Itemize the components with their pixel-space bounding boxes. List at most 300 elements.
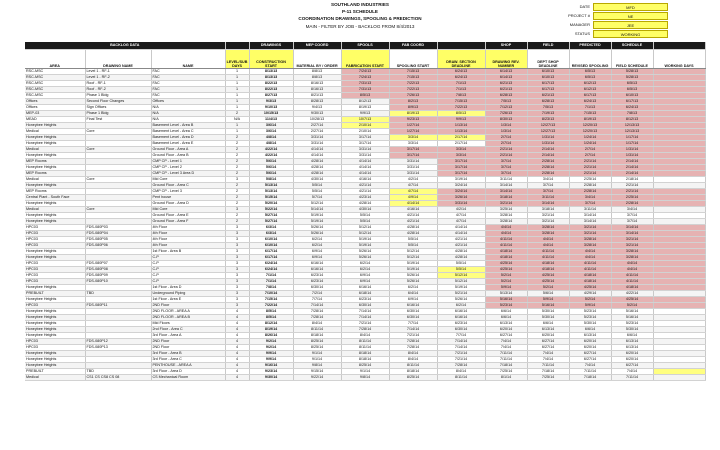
cell-dd: 6/16/14 — [437, 309, 485, 315]
cell-dwg: TBD — [85, 291, 151, 297]
cell-sd: 2/28/14 — [527, 165, 569, 171]
cell-area: MEAD — [25, 117, 85, 123]
cell-ss: 6/16/14 — [389, 303, 437, 309]
cell-fs: 9/8/14 — [341, 375, 389, 381]
cell-dd: 4/7/14 — [437, 219, 485, 225]
cell-fs: 7/14/14 — [341, 315, 389, 321]
cell-days: 3 — [225, 279, 249, 285]
cell-name: 1st Floor - Area D — [151, 285, 225, 291]
cell-mb: 6/30/14 — [293, 285, 341, 291]
cell-dr: 3/14/14 — [485, 183, 527, 189]
cell-fsch: 3/14/14 — [611, 231, 653, 237]
cell-fs: 5/5/14 — [341, 219, 389, 225]
cell-days: 3 — [225, 249, 249, 255]
cell-dwg: FDS-080P06 — [85, 243, 151, 249]
cell-cs: 6/10/14 — [249, 237, 293, 243]
cell-dr: 1/3/14 — [485, 123, 527, 129]
cell-cs: 8/19/14 — [249, 327, 293, 333]
cell-name: N/A — [151, 111, 225, 117]
cell-fs: 5/5/14 — [341, 213, 389, 219]
column-header[interactable]: REVISED SPOOLING — [569, 50, 611, 69]
cell-days: 2 — [225, 195, 249, 201]
cell-fsch: 3/7/14 — [611, 219, 653, 225]
cell-rs: 5/2/14 — [569, 297, 611, 303]
cell-name: PENTHOUSE - AREA A — [151, 363, 225, 369]
column-header[interactable]: WORKING DAYS — [653, 50, 705, 69]
meta-label: MANAGER — [569, 22, 590, 27]
cell-name: Ground Floor - Area F — [151, 219, 225, 225]
cell-fsch: 6/20/14 — [611, 351, 653, 357]
cell-fsch: 6/13/14 — [611, 339, 653, 345]
cell-days: 2 — [225, 147, 249, 153]
cell-dd: 6/16/14 — [437, 315, 485, 321]
cell-rs: 7/4/14 — [569, 363, 611, 369]
cell-area: Honeybee Heights — [25, 285, 85, 291]
cell-sd: 6/27/14 — [527, 345, 569, 351]
cell-dwg: FDS-080P09 — [85, 273, 151, 279]
cell-rs: 3/14/14 — [569, 219, 611, 225]
cell-fsch: 5/2/14 — [611, 303, 653, 309]
cell-fsch: 4/11/14 — [611, 273, 653, 279]
cell-mb: 5/5/14 — [293, 183, 341, 189]
cell-dr: 4/25/14 — [485, 267, 527, 273]
cell-fs: 3/31/14 — [341, 153, 389, 159]
cell-fs: 6/23/14 — [341, 297, 389, 303]
cell-cs: 7/10/14 — [249, 291, 293, 297]
cell-sd: 3/14/14 — [527, 201, 569, 207]
cell-ss: 6/4/14 — [389, 291, 437, 297]
cell-fs: 4/21/14 — [341, 189, 389, 195]
cell-area: Honeybee Heights — [25, 165, 85, 171]
cell-dr: 6/28/13 — [485, 93, 527, 99]
cell-days: 4 — [225, 351, 249, 357]
cell-sd: 8/23/13 — [527, 117, 569, 123]
column-header[interactable]: DRAWING NAME — [85, 50, 151, 69]
cell-name: Mid Core — [151, 177, 225, 183]
cell-area: Honeybee Heights — [25, 201, 85, 207]
cell-mb: 6/16/14 — [293, 261, 341, 267]
cell-dd: 2/17/14 — [437, 141, 485, 147]
group-header: BACKLOG DATA — [25, 42, 225, 50]
cell-ss: 6/30/14 — [389, 309, 437, 315]
cell-dr: 7/4/14 — [485, 339, 527, 345]
cell-dwg: Roof - RF-2 — [85, 87, 151, 93]
cell-name: 4th Floor — [151, 231, 225, 237]
cell-fs: 8/5/13 — [341, 93, 389, 99]
cell-mb: 3/31/14 — [293, 141, 341, 147]
cell-cs: 7/1/14 — [249, 273, 293, 279]
cell-ss: 7/15/13 — [389, 75, 437, 81]
cell-area: PREBUILT — [25, 291, 85, 297]
meta-row — [548, 30, 668, 38]
meta-value[interactable]: NE — [593, 12, 668, 20]
cell-name: 3rd Floor - Area A — [151, 333, 225, 339]
cell-dd: 5/12/14 — [437, 279, 485, 285]
cell-fs: 5/19/14 — [341, 237, 389, 243]
cell-name: FAC — [151, 81, 225, 87]
cell-ss: 4/7/14 — [389, 183, 437, 189]
cell-days: 1 — [225, 105, 249, 111]
cell-ss: 7/26/13 — [389, 93, 437, 99]
cell-name: 2ND FLOOR - AREA B — [151, 315, 225, 321]
cell-mb: 6/2/14 — [293, 237, 341, 243]
cell-dd: 4/14/14 — [437, 231, 485, 237]
cell-dr: 4/11/14 — [485, 237, 527, 243]
cell-fsch: 2/28/14 — [611, 201, 653, 207]
cell-dwg: Phase 1 Bldg — [85, 93, 151, 99]
cell-name: C-P — [151, 255, 225, 261]
cell-dr: 7/4/14 — [485, 345, 527, 351]
cell-days: 2 — [225, 111, 249, 117]
cell-sd: 12/27/13 — [527, 123, 569, 129]
cell-fs: 3/17/14 — [341, 135, 389, 141]
cell-mb: 2/27/14 — [293, 123, 341, 129]
cell-dd: 4/28/14 — [437, 249, 485, 255]
group-header — [653, 42, 705, 50]
cell-name: Mid Core — [151, 207, 225, 213]
cell-rs: 6/13/14 — [569, 333, 611, 339]
cell-cs: 9/3/13 — [249, 99, 293, 105]
cell-fs: 7/31/13 — [341, 81, 389, 87]
cell-sd: 4/18/14 — [527, 261, 569, 267]
cell-fs: 6/2/14 — [341, 261, 389, 267]
cell-dwg: FDS-080P07 — [85, 261, 151, 267]
cell-dr: 6/21/13 — [485, 81, 527, 87]
cell-fs: 8/12/13 — [341, 99, 389, 105]
cell-ss: 4/21/14 — [389, 219, 437, 225]
meta-value[interactable]: MFD — [593, 3, 668, 11]
report-subtitle: COORDINATION DRAWINGS, SPOOLING & PREDICTION — [298, 16, 422, 21]
cell-dd: 4/14/14 — [437, 225, 485, 231]
cell-area: Honeybee Heights — [25, 219, 85, 225]
cell-dr: 5/13/14 — [485, 291, 527, 297]
cell-cs: 8/13/13 — [249, 69, 293, 75]
cell-fs: 6/2/14 — [341, 267, 389, 273]
cell-dwg: FDS-080P08 — [85, 267, 151, 273]
cell-days: 1 — [225, 81, 249, 87]
cell-fsch: 5/16/14 — [611, 315, 653, 321]
cell-cs: 3/6/14 — [249, 123, 293, 129]
cell-ss: 3/3/14 — [389, 141, 437, 147]
cell-dwg: FDS-080P03 — [85, 225, 151, 231]
cell-dr: 7/5/13 — [485, 99, 527, 105]
cell-cs: 9/2/14 — [249, 345, 293, 351]
column-header[interactable]: DRAWING REV. NUMBER — [485, 50, 527, 69]
cell-sd: 5/2/14 — [527, 285, 569, 291]
cell-dr: 3/7/14 — [485, 171, 527, 177]
cell-ss: 7/21/14 — [389, 333, 437, 339]
column-header[interactable]: FABRICATION START — [341, 50, 389, 69]
column-header[interactable]: FIELD SCHEDULE — [611, 50, 653, 69]
cell-dd: 3/19/14 — [437, 177, 485, 183]
cell-fsch: 8/12/13 — [611, 117, 653, 123]
cell-days: 4 — [225, 375, 249, 381]
cell-rs: 4/4/14 — [569, 249, 611, 255]
cell-cs: 8/13/13 — [249, 75, 293, 81]
cell-rs: 12/20/13 — [569, 129, 611, 135]
cell-area: HPC03 — [25, 345, 85, 351]
cell-dd: 4/7/14 — [437, 213, 485, 219]
cell-dr: 7/11/14 — [485, 357, 527, 363]
cell-cs: 5/6/14 — [249, 171, 293, 177]
cell-dr: 6/6/14 — [485, 315, 527, 321]
cell-area: Honeybee Heights — [25, 255, 85, 261]
cell-sd: 5/16/14 — [527, 303, 569, 309]
cell-days: 1 — [225, 129, 249, 135]
cell-rs: 6/24/13 — [569, 99, 611, 105]
column-header[interactable]: DEPT SHOP DEADLINE — [527, 50, 569, 69]
cell-ss: 7/22/13 — [389, 87, 437, 93]
cell-mb: 9/22/14 — [293, 375, 341, 381]
cell-cs: 5/27/14 — [249, 213, 293, 219]
cell-mb: 8/25/14 — [293, 339, 341, 345]
cell-rs: 8/19/13 — [569, 117, 611, 123]
cell-ss: 8/19/13 — [389, 111, 437, 117]
cell-sd: 4/4/14 — [527, 237, 569, 243]
meta-row — [548, 12, 668, 20]
cell-fsch: 7/8/13 — [611, 111, 653, 117]
cell-sd: 4/25/14 — [527, 279, 569, 285]
meta-label: STATUS — [574, 31, 590, 36]
cell-rs: 7/11/14 — [569, 369, 611, 375]
cell-ss: 1/27/14 — [389, 123, 437, 129]
cell-ss: 5/19/14 — [389, 267, 437, 273]
cell-rs: 6/27/14 — [569, 351, 611, 357]
cell-dd: 5/5/14 — [437, 267, 485, 273]
cell-area: HPC03 — [25, 339, 85, 345]
report-title: P-11 SCHEDULE — [342, 9, 378, 14]
group-header: PREDICTED — [569, 42, 611, 50]
cell-sd: 7/4/14 — [527, 357, 569, 363]
cell-sd: 3/21/14 — [527, 219, 569, 225]
cell-ss: 3/3/14 — [389, 135, 437, 141]
cell-dwg: Level 1 - RF-2 — [85, 75, 151, 81]
cell-name: Ground Floor - Area A — [151, 147, 225, 153]
cell-fs: 5/26/14 — [341, 255, 389, 261]
cell-dd: 7/22/13 — [437, 105, 485, 111]
cell-area: Medical — [25, 129, 85, 135]
cell-ss: 7/15/13 — [389, 69, 437, 75]
cell-fsch: 1/31/14 — [611, 153, 653, 159]
cell-name: CS Mechanical Room — [151, 375, 225, 381]
cell-name: N/A — [151, 105, 225, 111]
cell-days: 4 — [225, 357, 249, 363]
cell-dd: 7/21/14 — [437, 357, 485, 363]
cell-fs: 3/31/14 — [341, 147, 389, 153]
cell-ss: 8/11/14 — [389, 363, 437, 369]
cell-ss: 8/25/14 — [389, 375, 437, 381]
group-header: SCHEDULE — [611, 42, 653, 50]
cell-dd: 7/21/14 — [437, 351, 485, 357]
group-header — [437, 42, 485, 50]
cell-days: 3 — [225, 225, 249, 231]
cell-ss: 7/7/14 — [389, 321, 437, 327]
cell-area: PREBUILT — [25, 369, 85, 375]
cell-days: 3 — [225, 237, 249, 243]
cell-fs: 3/17/14 — [341, 141, 389, 147]
cell-name: 1st Floor - Area B — [151, 249, 225, 255]
cell-cs: 9/30/14 — [249, 375, 293, 381]
cell-area: Honeybee Heights — [25, 249, 85, 255]
cell-area: Medical — [25, 207, 85, 213]
cell-dr: 5/2/14 — [485, 279, 527, 285]
cell-sd: 3/21/14 — [527, 213, 569, 219]
cell-name: FAC — [151, 75, 225, 81]
cell-sd: 7/4/14 — [527, 351, 569, 357]
cell-rs: 3/14/14 — [569, 213, 611, 219]
cell-dr: 3/21/14 — [485, 201, 527, 207]
cell-mb: 8/8/13 — [293, 69, 341, 75]
cell-ss: 6/9/14 — [389, 297, 437, 303]
cell-fsch: 4/4/14 — [611, 261, 653, 267]
meta-row — [548, 3, 668, 11]
cell-dr: 7/25/14 — [485, 369, 527, 375]
cell-ss: 4/2/14 — [389, 177, 437, 183]
cell-area: MEP-03 — [25, 111, 85, 117]
cell-cs: 4/22/14 — [249, 147, 293, 153]
cell-cs: 9/9/14 — [249, 357, 293, 363]
cell-dr: 3/14/14 — [485, 189, 527, 195]
cell-dr: 6/13/14 — [485, 321, 527, 327]
cell-mb: 7/7/14 — [293, 297, 341, 303]
cell-rs: 2/28/14 — [569, 189, 611, 195]
cell-name: C-P — [151, 261, 225, 267]
cell-dwg: Sign Offices — [85, 105, 151, 111]
cell-dwg: TBD — [85, 369, 151, 375]
cell-dr: 7/18/14 — [485, 363, 527, 369]
cell-fsch: 3/7/14 — [611, 213, 653, 219]
cell-name: 2ND FLOOR - AREA A — [151, 309, 225, 315]
cell-sd: 7/25/14 — [527, 375, 569, 381]
cell-sd: 4/11/14 — [527, 255, 569, 261]
cell-sd: 5/6/14 — [527, 291, 569, 297]
cell-dd: 3/17/14 — [437, 171, 485, 177]
cell-dr: 2/21/14 — [485, 153, 527, 159]
cell-ss: 5/26/14 — [389, 279, 437, 285]
cell-ss: 7/22/13 — [389, 81, 437, 87]
cell-dwg: FDS-080P12 — [85, 339, 151, 345]
cell-dr: 7/12/13 — [485, 105, 527, 111]
cell-days: 3 — [225, 291, 249, 297]
cell-area: Medical — [25, 177, 85, 183]
cell-dr: 4/4/14 — [485, 225, 527, 231]
cell-sd: 4/4/14 — [527, 243, 569, 249]
cell-rs: 2/7/14 — [569, 153, 611, 159]
cell-rs: 1/24/14 — [569, 135, 611, 141]
meta-value[interactable]: JEE — [593, 21, 668, 29]
cell-dd: 1/13/14 — [437, 123, 485, 129]
cell-area: Medical — [25, 375, 85, 381]
cell-cs: 6/3/14 — [249, 225, 293, 231]
cell-days: 3 — [225, 261, 249, 267]
cell-fsch: 6/13/14 — [611, 345, 653, 351]
cell-area: Honeybee Heights — [25, 141, 85, 147]
cell-fs: 8/4/14 — [341, 333, 389, 339]
cell-fsch: 6/5/13 — [611, 87, 653, 93]
cell-rs: 4/18/14 — [569, 279, 611, 285]
cell-ss: 4/28/14 — [389, 225, 437, 231]
cell-mb: 4/28/14 — [293, 159, 341, 165]
cell-mb: 3/31/14 — [293, 135, 341, 141]
cell-mb: 4/30/14 — [293, 177, 341, 183]
cell-sd: 5/9/14 — [527, 297, 569, 303]
cell-dd: 5/19/14 — [437, 285, 485, 291]
cell-fsch: 1/17/14 — [611, 135, 653, 141]
cell-rs: 3/4/14 — [569, 195, 611, 201]
cell-dd: 3/17/14 — [437, 165, 485, 171]
cell-fsch: 2/21/14 — [611, 189, 653, 195]
column-header[interactable]: AREA — [25, 50, 85, 69]
cell-days: 2 — [225, 153, 249, 159]
cell-fsch: 7/11/14 — [611, 375, 653, 381]
table-row[interactable] — [25, 375, 705, 381]
cell-cs: 6/10/14 — [249, 243, 293, 249]
cell-sd: 2/14/14 — [527, 147, 569, 153]
meta-value[interactable]: WORKING — [593, 30, 668, 38]
cell-sd: 2/14/14 — [527, 153, 569, 159]
cell-days: 2 — [225, 135, 249, 141]
cell-dwg: Core — [85, 147, 151, 153]
cell-fs: 6/30/14 — [341, 303, 389, 309]
cell-ss: 4/28/14 — [389, 231, 437, 237]
cell-name: C-P — [151, 273, 225, 279]
cell-fs: 8/19/13 — [341, 105, 389, 111]
cell-dr: 5/16/14 — [485, 297, 527, 303]
cell-fsch: 5/23/14 — [611, 321, 653, 327]
cell-mb: 6/23/14 — [293, 279, 341, 285]
cell-area: HPC03 — [25, 273, 85, 279]
cell-sd: 3/4/14 — [527, 177, 569, 183]
cell-name: Offices — [151, 99, 225, 105]
cell-sd: 12/27/13 — [527, 129, 569, 135]
cell-days: 3 — [225, 243, 249, 249]
cell-mb: 8/16/13 — [293, 81, 341, 87]
cell-mb: 8/4/14 — [293, 321, 341, 327]
column-header[interactable]: DRAW. SECTION DEADLINE — [437, 50, 485, 69]
column-header[interactable]: CONSTRUCTION START — [249, 50, 293, 69]
cell-mb: 5/26/14 — [293, 225, 341, 231]
column-header[interactable]: SPOOLING START — [389, 50, 437, 69]
cell-sd: 5/30/14 — [527, 309, 569, 315]
cell-dr: 7/11/14 — [485, 351, 527, 357]
cell-days: 2 — [225, 141, 249, 147]
cell-days: 2 — [225, 183, 249, 189]
column-header[interactable]: LEVEL/SUB DAYS — [225, 50, 249, 69]
cell-fsch: 5/28/13 — [611, 69, 653, 75]
cell-name: Mid Floors — [151, 321, 225, 327]
cell-dr: 6/20/14 — [485, 327, 527, 333]
cell-sd: 6/27/14 — [527, 339, 569, 345]
cell-days: 3 — [225, 303, 249, 309]
cell-name: Ground Floor - Area E — [151, 213, 225, 219]
cell-cs: 7/8/14 — [249, 285, 293, 291]
cell-days: 2 — [225, 219, 249, 225]
cell-fs: 6/9/14 — [341, 279, 389, 285]
cell-rs: 7/1/13 — [569, 105, 611, 111]
cell-mb: 6/16/14 — [293, 267, 341, 273]
cell-name: Basement Level - Area B — [151, 123, 225, 129]
column-header[interactable]: MATERIAL BY / ORDER — [293, 50, 341, 69]
cell-cs: 6/24/14 — [249, 261, 293, 267]
cell-days: 3 — [225, 231, 249, 237]
column-header[interactable]: NAME — [151, 50, 225, 69]
cell-cs: 8/5/14 — [249, 315, 293, 321]
cell-fs: 2/10/14 — [341, 129, 389, 135]
cell-ss: 8/9/13 — [389, 105, 437, 111]
cell-dwg: Core — [85, 207, 151, 213]
cell-mb: 7/28/14 — [293, 309, 341, 315]
cell-rs: 2/21/14 — [569, 165, 611, 171]
